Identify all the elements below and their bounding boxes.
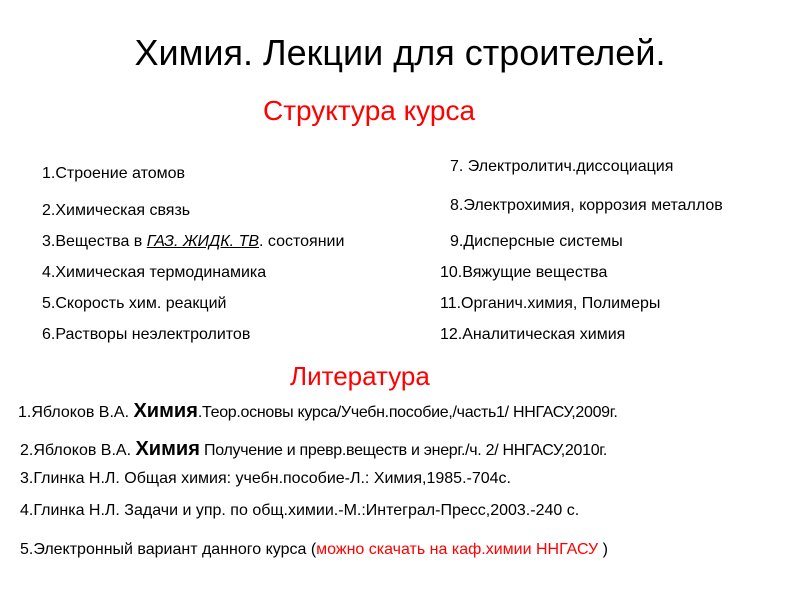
topic-6: 6.Растворы неэлектролитов (42, 326, 251, 343)
topic-4: 4.Химическая термодинамика (42, 264, 267, 281)
literature-item-2 (20, 438, 607, 461)
literature-item-1 (18, 400, 618, 423)
literature-item-4: 4.Глинка Н.Л. Задачи и упр. по общ.химии.-М.:Интеграл-Пресс,2003.-240 с. (20, 502, 580, 519)
topic-9: 9.Дисперсные системы (450, 233, 623, 250)
topic-12: 12.Аналитическая химия (440, 326, 626, 343)
lit-1-rest: .Теор.основы курса/Учебн.пособие,/часть1/ ННГАСУ,2009г. (197, 404, 618, 421)
topic-10: 10.Вяжущие вещества (440, 264, 608, 281)
lit-2-author: 2.Яблоков В.А. (20, 442, 136, 459)
topic-3-tail: . состоянии (259, 233, 345, 250)
topic-5: 5.Скорость хим. реакций (42, 295, 227, 312)
literature-item-3: 3.Глинка Н.Л. Общая химия: учебн.пособие-Л.: Химия,1985.-704с. (20, 470, 511, 487)
lit-2-rest: Получение и превр.веществ и энерг./ч. 2/ ННГАСУ,2010г. (199, 442, 608, 459)
lit-1-author: 1.Яблоков В.А. (18, 404, 134, 421)
structure-heading: Структура курса (263, 95, 476, 126)
topic-11: 11.Органич.химия, Полимеры (440, 295, 661, 312)
topic-1: 1.Строение атомов (42, 165, 186, 182)
lit-5-close: ) (602, 541, 608, 558)
page-title: Химия. Лекции для строителей. (134, 32, 666, 73)
lit-5-text: 5.Электронный вариант данного курса ( (20, 541, 317, 558)
literature-item-5 (20, 541, 608, 559)
topic-2: 2.Химическая связь (42, 202, 191, 219)
topic-7: 7. Электролитич.диссоциация (450, 158, 674, 175)
literature-heading: Литература (290, 361, 430, 391)
lit-1-title: Химия (133, 400, 198, 422)
download-link[interactable]: можно скачать на каф.химии ННГАСУ (316, 541, 603, 558)
topic-3-states: ГАЗ. ЖИДК. ТВ (146, 233, 260, 250)
topic-3-label: 3.Вещества в (42, 233, 147, 250)
topic-3 (42, 233, 344, 251)
topic-8: 8.Электрохимия, коррозия металлов (450, 197, 723, 214)
lit-2-title: Химия (135, 438, 200, 460)
